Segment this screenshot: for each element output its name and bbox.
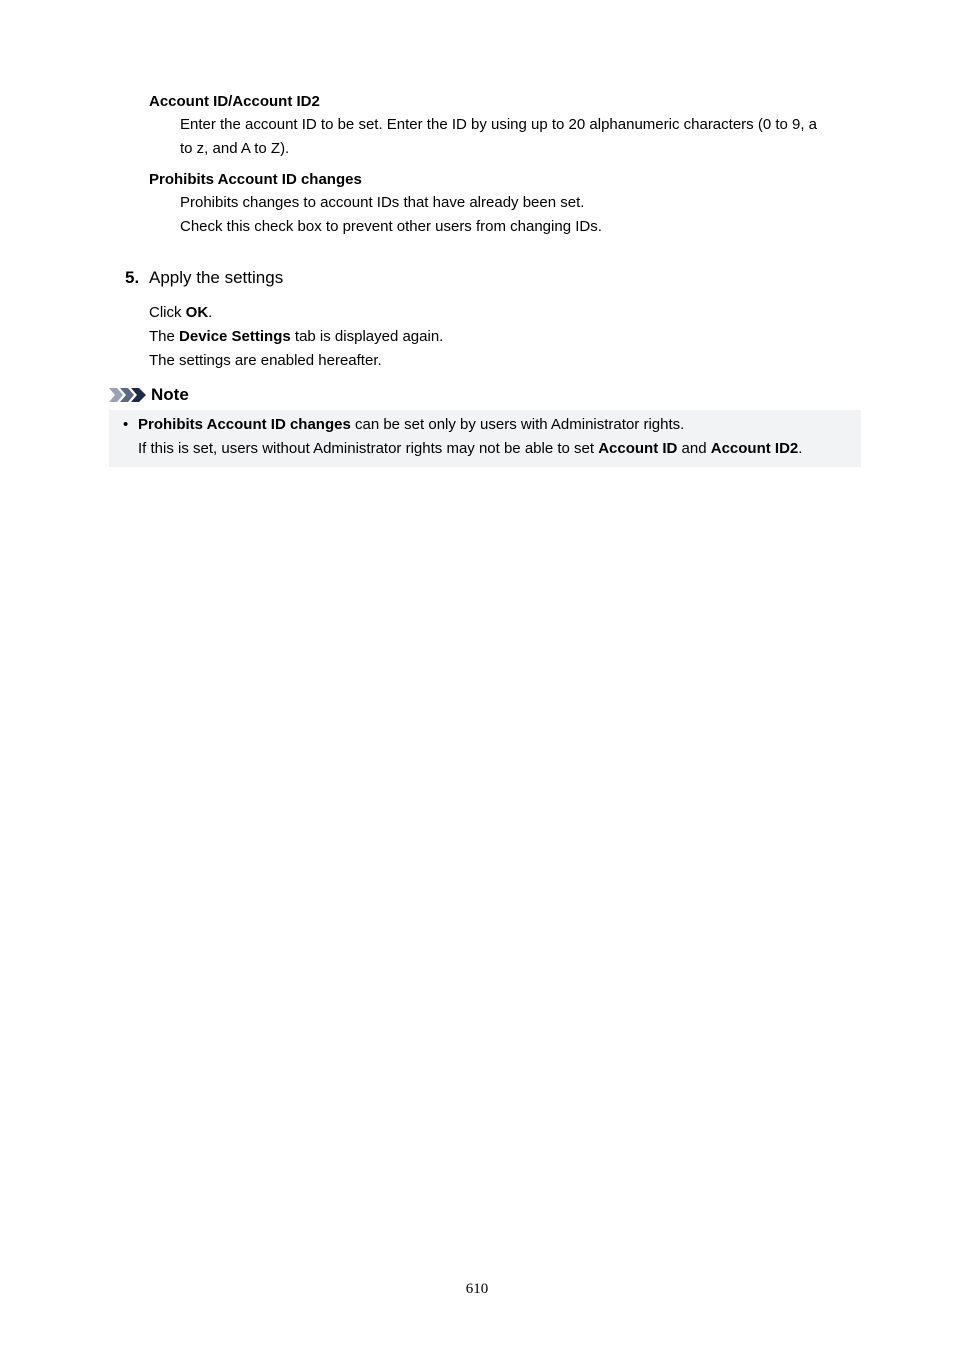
term-account-id-desc-line1: Enter the account ID to be set. Enter the ID by using up to 20 alphanumeric characters (0 to 9, a xyxy=(180,116,818,133)
note-bullet: • xyxy=(123,416,129,433)
term-prohibits-changes-desc-line2: Check this check box to prevent other users from changing IDs. xyxy=(180,218,602,235)
term-prohibits-changes-desc-line1: Prohibits changes to account IDs that have already been set. xyxy=(180,194,585,211)
step-title: Apply the settings xyxy=(149,268,284,287)
note-header xyxy=(109,384,189,406)
note-title: Note xyxy=(151,385,189,404)
term-prohibits-changes: Prohibits Account ID changes xyxy=(149,171,362,188)
step-line-click-ok: Click OK. xyxy=(149,304,213,321)
term-account-id-desc-line2: to z, and A to Z). xyxy=(180,140,290,157)
note-line2: If this is set, users without Administrator rights may not be able to set Account ID and Account ID2. xyxy=(138,440,803,457)
step-number: 5. xyxy=(125,268,140,287)
page-number: 610 xyxy=(465,1281,489,1297)
note-chevrons-icon xyxy=(109,387,147,403)
step-line-enabled: The settings are enabled hereafter. xyxy=(149,352,382,369)
step-line-device-settings: The Device Settings tab is displayed again. xyxy=(149,328,444,345)
term-account-id: Account ID/Account ID2 xyxy=(149,93,320,110)
note-line1: Prohibits Account ID changes can be set only by users with Administrator rights. xyxy=(138,416,685,433)
